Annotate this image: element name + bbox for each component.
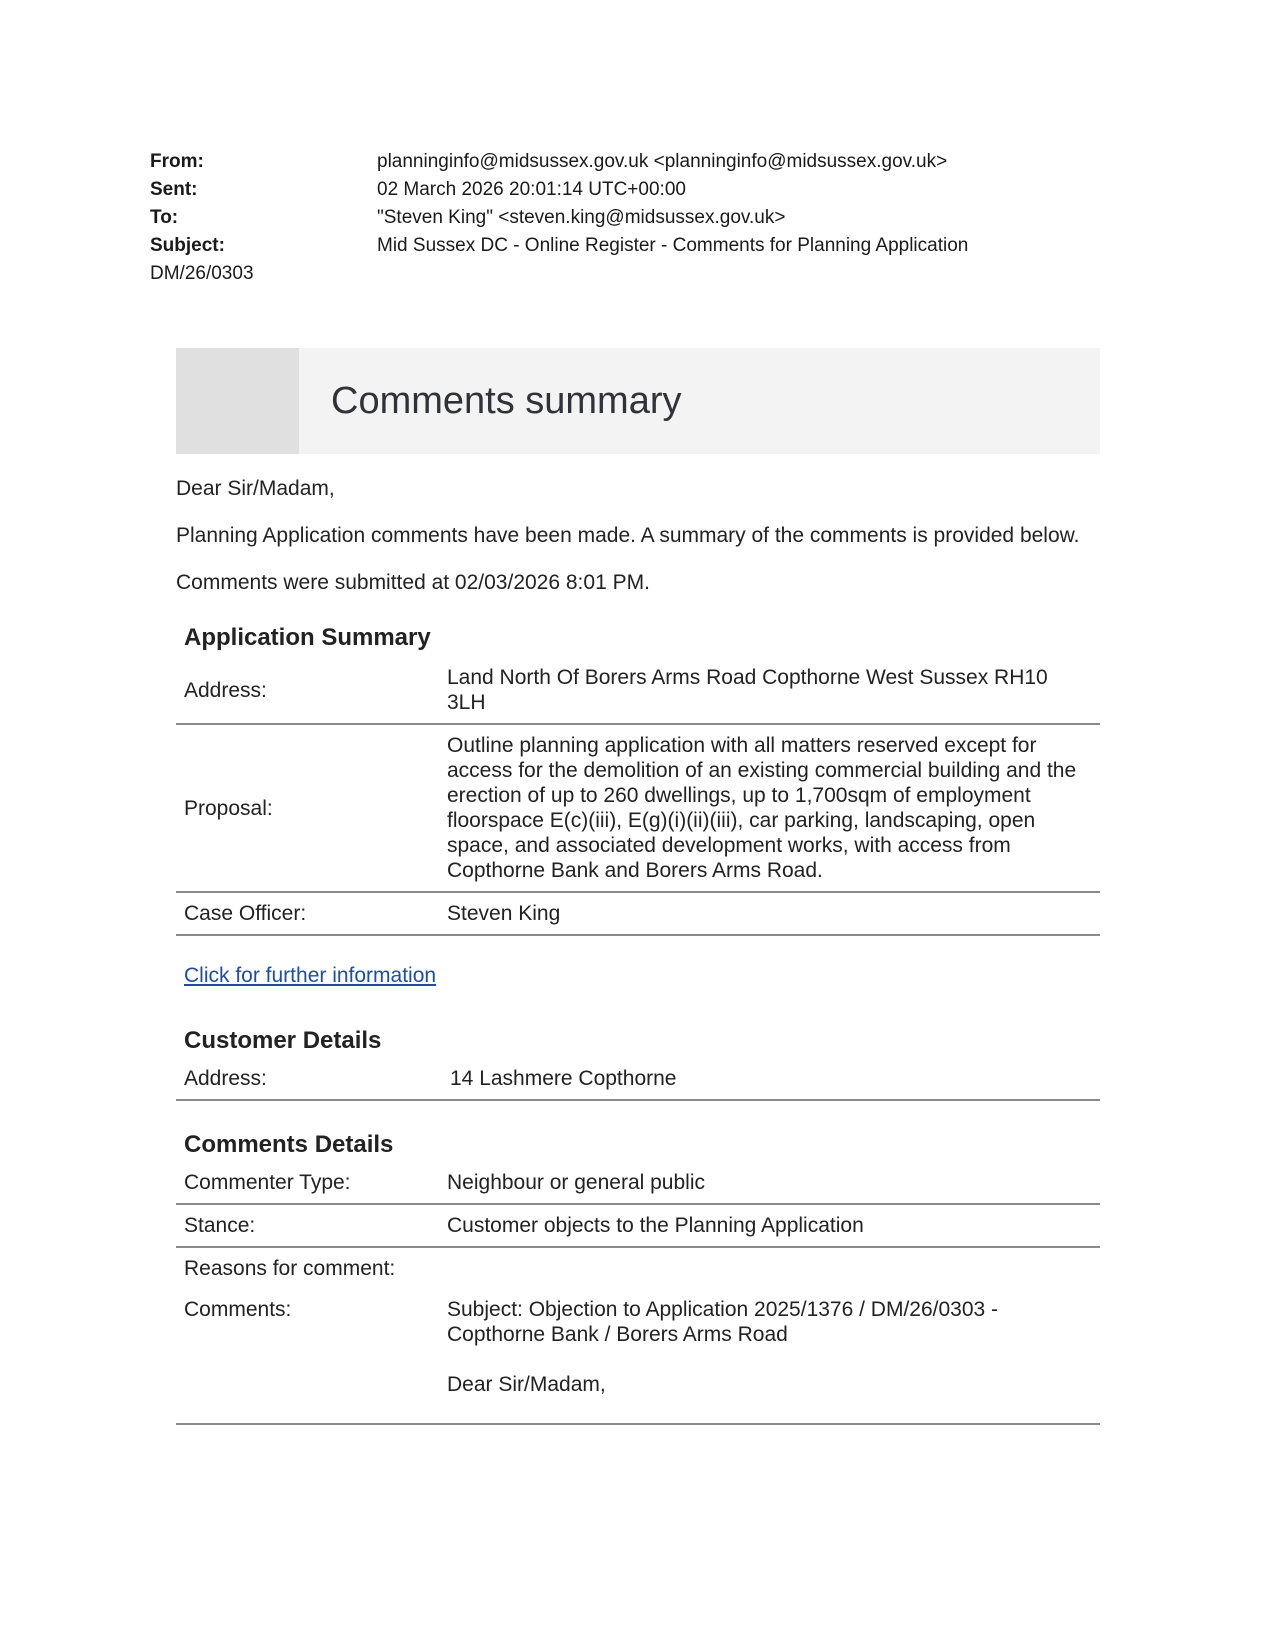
banner-logo-placeholder: [176, 348, 299, 454]
stance-value: Customer objects to the Planning Application: [439, 1204, 1100, 1247]
comments-card: [176, 348, 1100, 1425]
case-officer-value: Steven King: [439, 892, 1100, 935]
sent-row: [150, 176, 1110, 204]
banner-title: Comments summary: [331, 380, 682, 422]
greeting: Dear Sir/Madam,: [176, 477, 335, 500]
comments-subject: Subject: Objection to Application 2025/1376 / DM/26/0303 - Copthorne Bank / Borers Arms Road: [447, 1298, 999, 1346]
address-label: Address:: [176, 657, 439, 724]
banner: [176, 348, 1100, 454]
commenter-type-value: Neighbour or general public: [439, 1162, 1100, 1204]
sent-value: 02 March 2026 20:01:14 UTC+00:00: [377, 179, 686, 200]
comments-label: Comments:: [176, 1289, 439, 1424]
customer-address-value: 14 Lashmere Copthorne: [439, 1058, 1100, 1100]
sent-label: Sent:: [150, 179, 198, 200]
reasons-label: Reasons for comment:: [184, 1257, 396, 1280]
comments-details-table: [176, 1162, 1100, 1425]
stance-label: Stance:: [176, 1204, 439, 1247]
customer-address-label: Address:: [176, 1058, 439, 1100]
reasons-value: [439, 1247, 1100, 1289]
to-value: "Steven King" <steven.king@midsussex.gov.uk>: [377, 207, 786, 228]
comments-row: [176, 1289, 1100, 1424]
from-label: From:: [150, 151, 204, 172]
further-information-link[interactable]: Click for further information: [184, 964, 437, 987]
proposal-value: Outline planning application with all matters reserved except for access for the demolition of an existing commercial building and the erection of up to 260 dwellings, up to 1,700sqm of employment floorspace E(c)(iii), E(g)(i)(ii)(iii), car parking, landscaping, open space, and associated development works, with access from Copthorne Bank and Borers Arms Road.: [439, 724, 1100, 892]
subject-value: Mid Sussex DC - Online Register - Comments for Planning Application: [377, 235, 969, 256]
to-label: To:: [150, 207, 179, 228]
subject-row: [150, 232, 1110, 260]
customer-details-table: [176, 1058, 1100, 1101]
submitted-time: Comments were submitted at 02/03/2026 8:01 PM.: [176, 571, 650, 594]
address-value: Land North Of Borers Arms Road Copthorne West Sussex RH10 3LH: [439, 657, 1100, 724]
proposal-label: Proposal:: [176, 724, 439, 892]
stance-row: [176, 1204, 1100, 1247]
customer-address-row: [176, 1058, 1100, 1100]
subject-continuation: DM/26/0303: [150, 263, 254, 284]
case-officer-label: Case Officer:: [176, 892, 439, 935]
comments-details-title: Comments Details: [184, 1131, 394, 1158]
comments-greeting: Dear Sir/Madam,: [447, 1373, 606, 1396]
commenter-type-label: Commenter Type:: [176, 1162, 439, 1204]
subject-label: Subject:: [150, 235, 225, 256]
from-row: [150, 148, 1110, 176]
to-row: [150, 204, 1110, 232]
proposal-row: [176, 724, 1100, 892]
commenter-type-row: [176, 1162, 1100, 1204]
case-officer-row: [176, 892, 1100, 935]
customer-details-title: Customer Details: [184, 1027, 382, 1054]
application-summary-table: [176, 657, 1100, 936]
comments-value: [439, 1289, 1100, 1424]
comments-spacer: [447, 1347, 1092, 1372]
address-row: [176, 657, 1100, 724]
reasons-row: [176, 1247, 1100, 1289]
from-value: planninginfo@midsussex.gov.uk <planninginfo@midsussex.gov.uk>: [377, 151, 948, 172]
application-summary-title: Application Summary: [184, 624, 431, 651]
email-header: [150, 148, 1110, 288]
intro-message: Planning Application comments have been made. A summary of the comments is provided below.: [176, 524, 1080, 547]
